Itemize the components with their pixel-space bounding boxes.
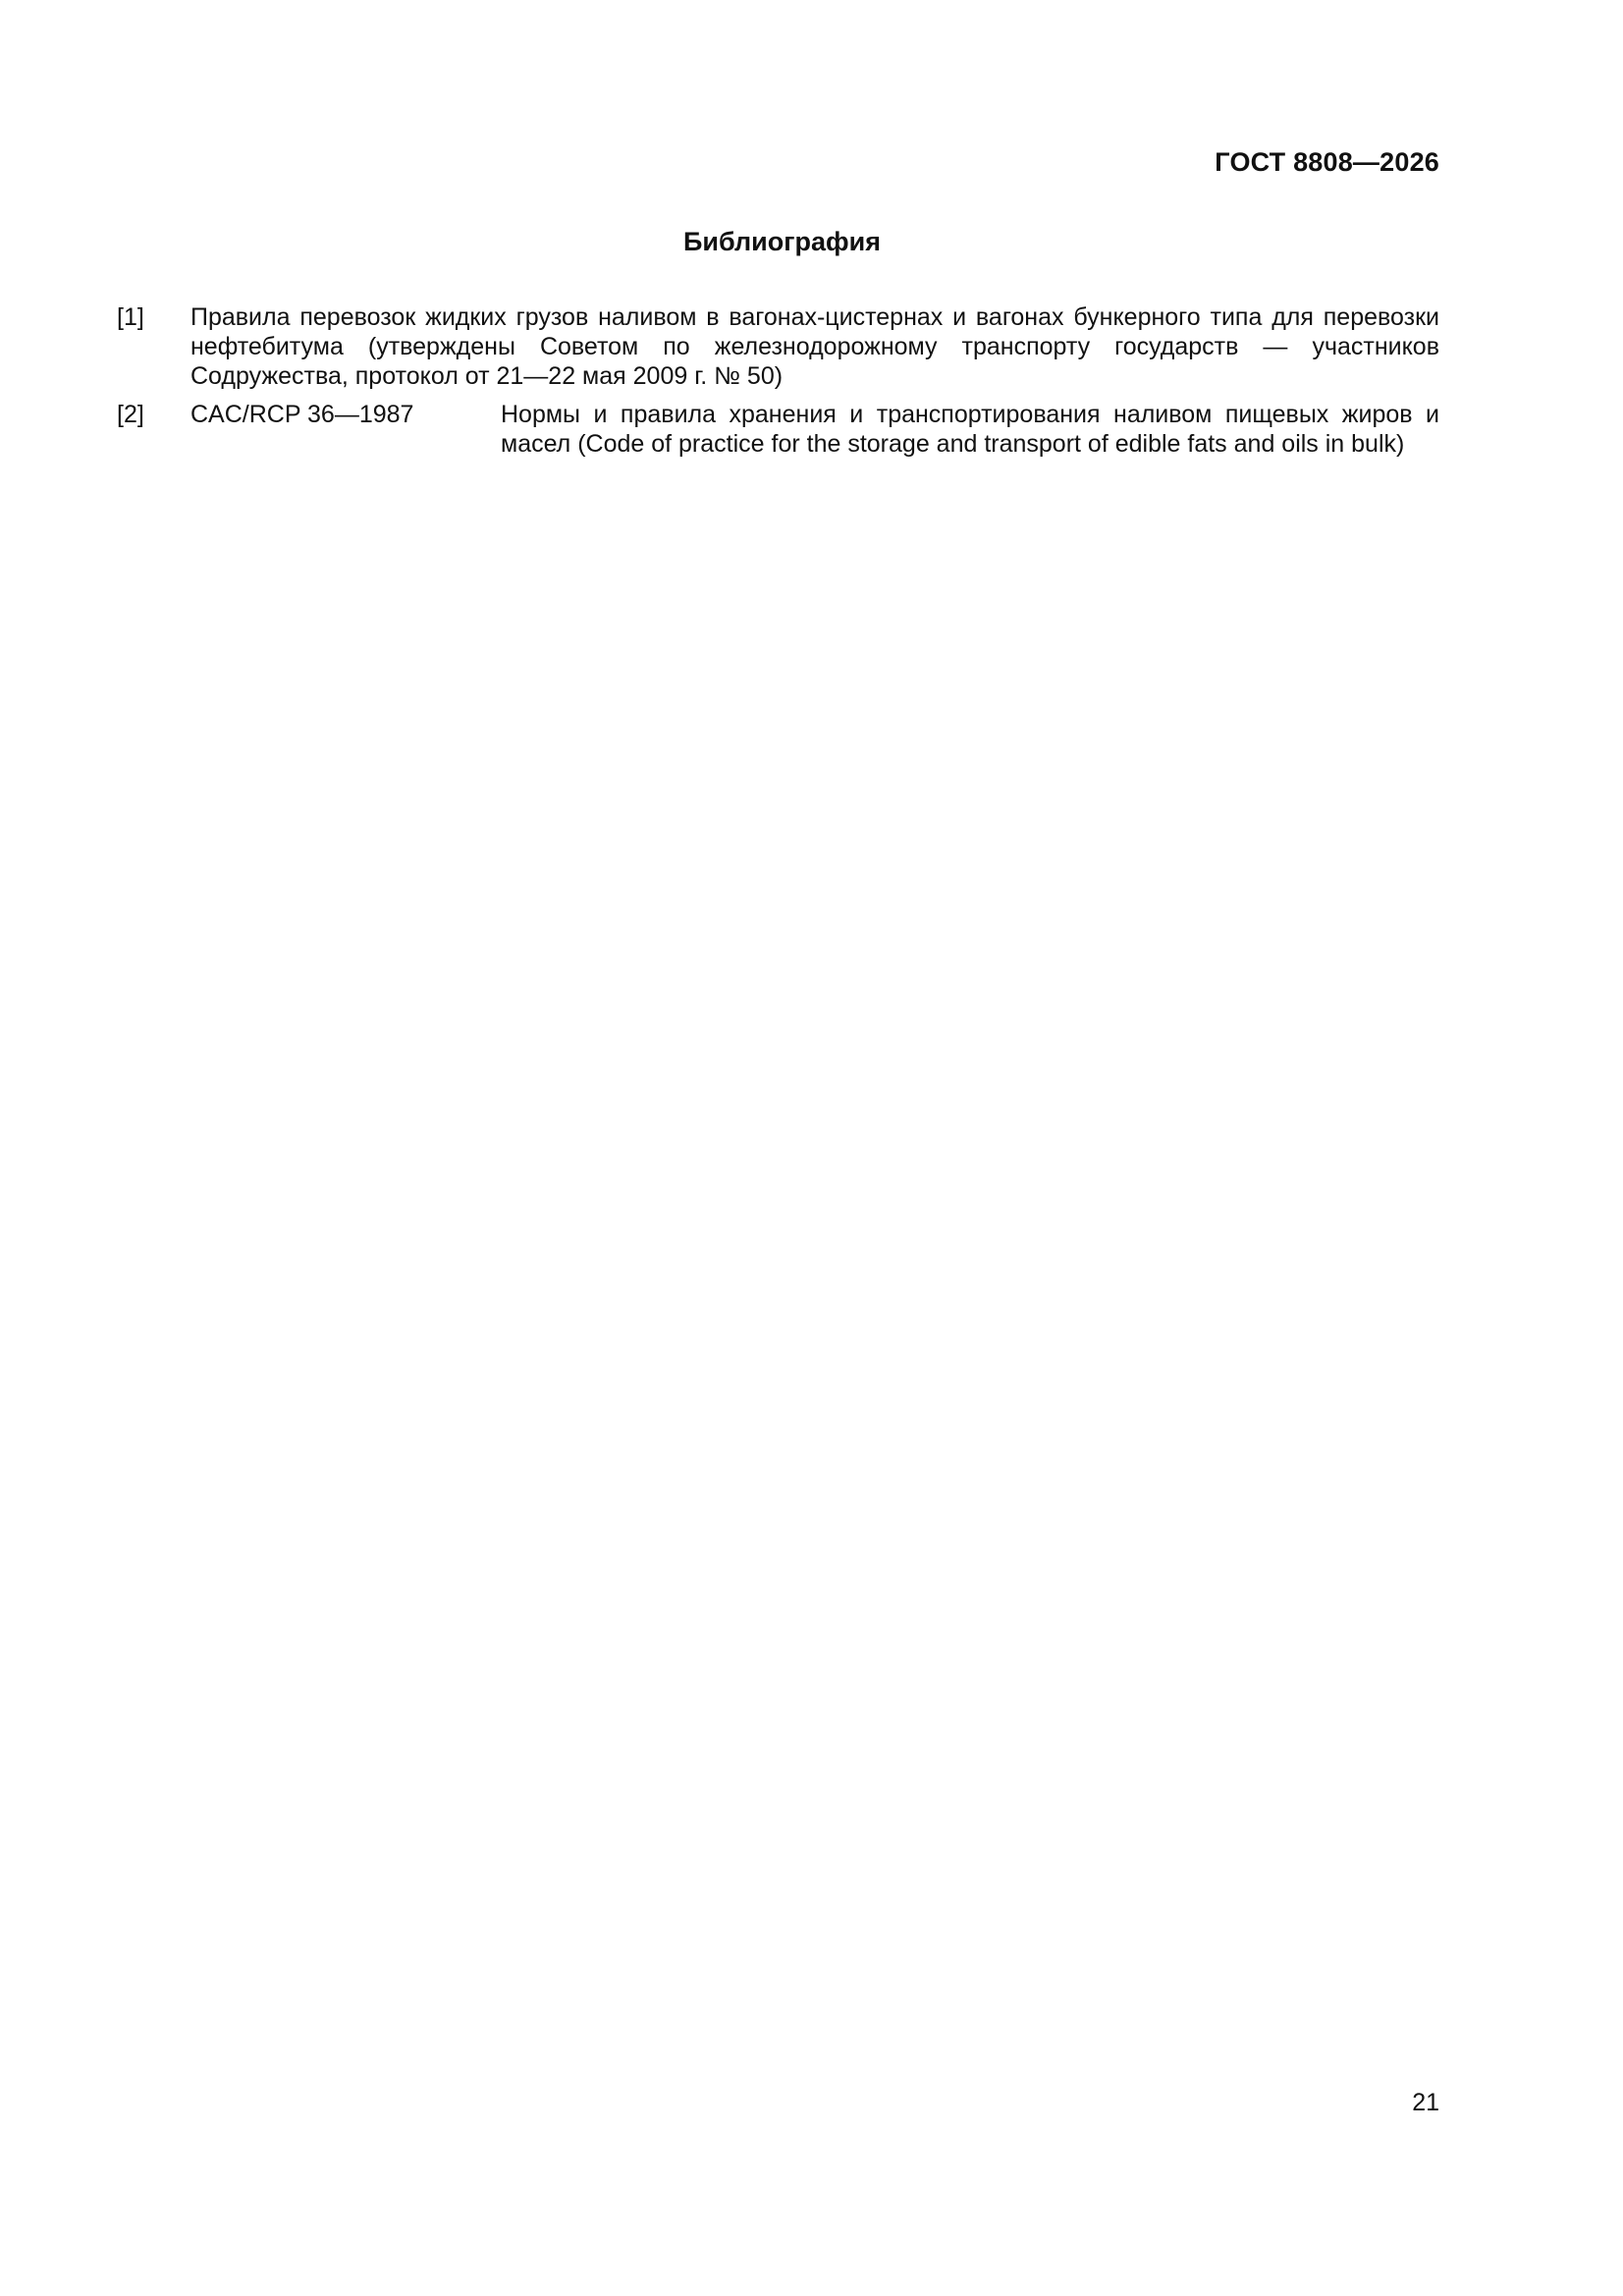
document-code: ГОСТ 8808—2026: [1215, 147, 1439, 177]
bibliography-entry-text: Нормы и правила хранения и транспортирования наливом пищевых жиров и масел (Code of practice for the storage and transport of edible fats and oils in bulk): [501, 401, 1439, 458]
bibliography-entry: [117, 400, 1439, 459]
section-title: Библиография: [683, 227, 881, 256]
bibliography-entry-text: Правила перевозок жидких грузов наливом в вагонах-цистернах и вагонах бункерного типа для перевозки нефтебитума (утверждены Советом по железнодорожному транспорту государств — участников Содружества, протокол от 21—22 мая 2009 г. № 50): [190, 303, 1439, 390]
bibliography-entry-row: [190, 400, 1439, 459]
bibliography-entry-number: [2]: [117, 401, 144, 428]
page-number: 21: [1412, 2089, 1439, 2116]
bibliography-list: [117, 302, 1439, 467]
bibliography-entry-code: CAC/RCP 36—1987: [190, 401, 414, 428]
bibliography-entry-number: [1]: [117, 303, 144, 331]
bibliography-entry: [117, 302, 1439, 391]
